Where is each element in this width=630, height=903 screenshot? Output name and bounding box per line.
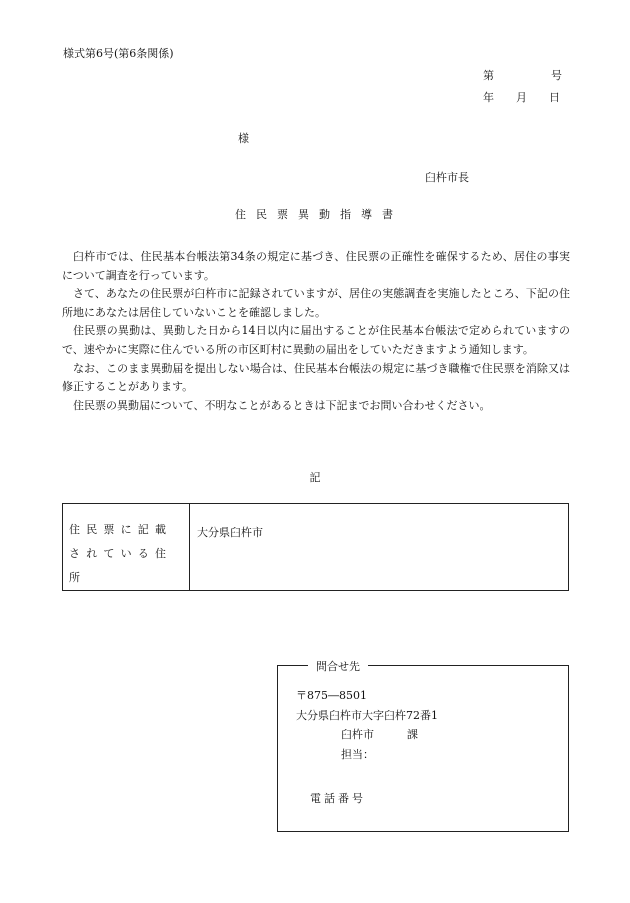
address-value: 大分県臼杵市 bbox=[197, 526, 263, 539]
contact-details bbox=[296, 686, 438, 764]
reference-number-suffix: 号 bbox=[551, 69, 562, 82]
form-number-label: 様式第6号(第6条関係) bbox=[63, 47, 174, 60]
address-label-line2: されている住所 bbox=[69, 547, 173, 584]
address-label-cell bbox=[63, 504, 190, 591]
body-paragraph: 臼杵市では、住民基本台帳法第34条の規定に基づき、住民票の正確性を確保するため、居住の事実について調査を行っています。 bbox=[62, 250, 570, 282]
date-day-label: 日 bbox=[549, 91, 560, 104]
body-text bbox=[62, 248, 570, 415]
date-year-label: 年 bbox=[483, 91, 494, 104]
document-title: 住民票異動指導書 bbox=[235, 208, 403, 221]
issuer-name: 臼杵市長 bbox=[425, 171, 469, 184]
contact-box bbox=[277, 660, 569, 832]
body-paragraph: さて、あなたの住民票が臼杵市に記録されていますが、居住の実態調査を実施したところ、下記の住所地にあなたは居住していないことを確認しました。 bbox=[62, 287, 570, 319]
address-label-line1: 住民票に記載 bbox=[69, 523, 173, 536]
contact-title: 問合せ先 bbox=[308, 658, 368, 674]
body-paragraph: なお、このまま異動届を提出しない場合は、住民基本台帳法の規定に基づき職権で住民票を消除又は修正することがあります。 bbox=[62, 361, 570, 394]
contact-department: 臼杵市 課 bbox=[341, 728, 418, 742]
contact-address: 大分県臼杵市大字臼杵72番1 bbox=[296, 708, 438, 722]
reference-number-prefix: 第 bbox=[483, 69, 494, 82]
date-month-label: 月 bbox=[516, 91, 527, 104]
notation-heading: 記 bbox=[309, 471, 321, 484]
contact-postal-code: 〒875―8501 bbox=[296, 689, 367, 702]
address-table bbox=[62, 503, 569, 591]
address-value-cell bbox=[190, 504, 569, 591]
contact-person: 担当： bbox=[341, 747, 374, 761]
contact-phone-label: 電話番号 bbox=[310, 792, 366, 805]
body-paragraph: 住民票の異動は、異動した日から14日以内に届出することが住民基本台帳法で定められていますので、速やかに実際に住んでいる所の市区町村に異動の届出をしていただきますよう通知します。 bbox=[62, 324, 570, 356]
body-paragraph: 住民票の異動届について、不明なことがあるときは下記までお問い合わせください。 bbox=[73, 398, 491, 412]
addressee-honorific: 様 bbox=[238, 132, 249, 145]
